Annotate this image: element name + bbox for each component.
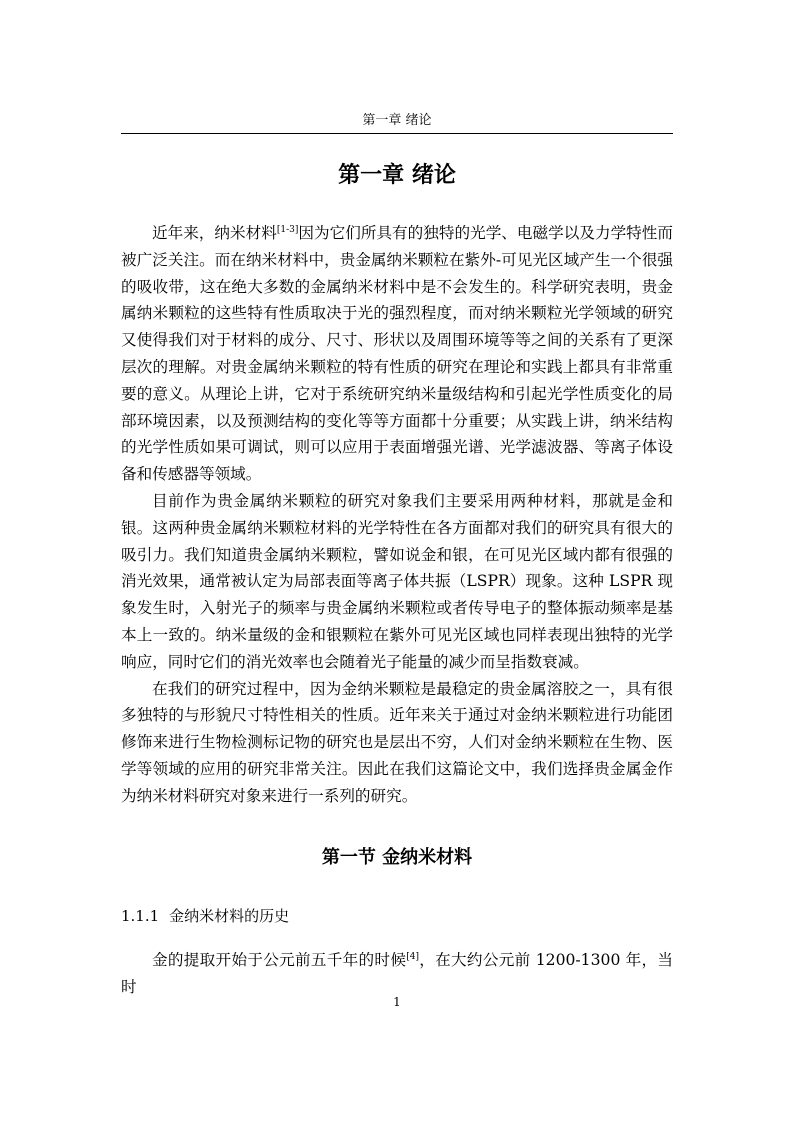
page-number: 1: [393, 995, 401, 1009]
subsection-title: 金纳米材料的历史: [169, 907, 290, 925]
paragraph-text: 近年来，纳米材料: [152, 224, 277, 242]
paragraph-2: 目前作为贵金属纳米颗粒的研究对象我们主要采用两种材料，那就是金和银。这两种贵金属纳米颗粒材料的光学特性在各方面都对我们的研究具有很大的吸引力。我们知道贵金属纳米颗粒，譬如说金和银，在可见光区域内都有很强的消光效果，通常被认定为局部表面等离子体共振（LSPR）现象。这种 LSPR 现象发生时，入射光子的频率与贵金属纳米颗粒或者传导电子的整体振动频率是基本上一致的。纳米量级的金和银颗粒在紫外可见光区域也同样表现出独特的光学响应，同时它们的消光效率也会随着光子能量的减少而呈指数衰减。: [121, 491, 673, 671]
citation: [1-3]: [276, 224, 299, 235]
paragraph-3: 在我们的研究过程中，因为金纳米颗粒是最稳定的贵金属溶胶之一，具有很多独特的与形貌尺寸特性相关的性质。近年来关于通过对金纳米颗粒进行功能团修饰来进行生物检测标记物的研究也是层出不穷，人们对金纳米颗粒在生物、医学等领域的应用的研究非常关注。因此在我们这篇论文中，我们选择贵金属金作为纳米材料研究对象来进行一系列的研究。: [121, 679, 673, 805]
paragraph-4: [121, 947, 673, 1001]
running-header: 第一章 绪论: [362, 113, 432, 128]
section-title: 第一节 金纳米材料: [321, 847, 473, 868]
chapter-title: 第一章 绪论: [338, 163, 456, 188]
citation: [4]: [406, 951, 419, 962]
subsection-number: 1.1.1: [121, 907, 160, 925]
subsection-heading: [121, 904, 289, 928]
paragraph-text: ，在大约公元前 1200-1300 年，当时: [121, 951, 673, 996]
paragraph-text: 因为它们所具有的独特的光学、电磁学以及力学特性而被广泛关注。而在纳米材料中，贵金属纳米颗粒在紫外-可见光区域产生一个很强的吸收带，这在绝大多数的金属纳米材料中是不会发生的。科学研究表明，贵金属纳米颗粒的这些特有性质取决于光的强烈程度，而对纳米颗粒光学领域的研究又使得我们对于材料的成分、尺寸、形状以及周围环境等等之间的关系有了更深层次的理解。对贵金属纳米颗粒的特有性质的研究在理论和实践上都具有非常重要的意义。从理论上讲，它对于系统研究纳米量级结构和引起光学性质变化的局部环境因素，以及预测结构的变化等等方面都十分重要；从实践上讲，纳米结构的光学性质如果可调试，则可以应用于表面增强光谱、光学滤波器、等离子体设备和传感器等领域。: [121, 224, 673, 484]
header-rule: [121, 133, 673, 134]
continued-text: [121, 947, 673, 1001]
paragraph-1: [121, 220, 673, 488]
body-text: [121, 220, 673, 810]
paragraph-text: 金的提取开始于公元前五千年的时候: [152, 951, 407, 969]
